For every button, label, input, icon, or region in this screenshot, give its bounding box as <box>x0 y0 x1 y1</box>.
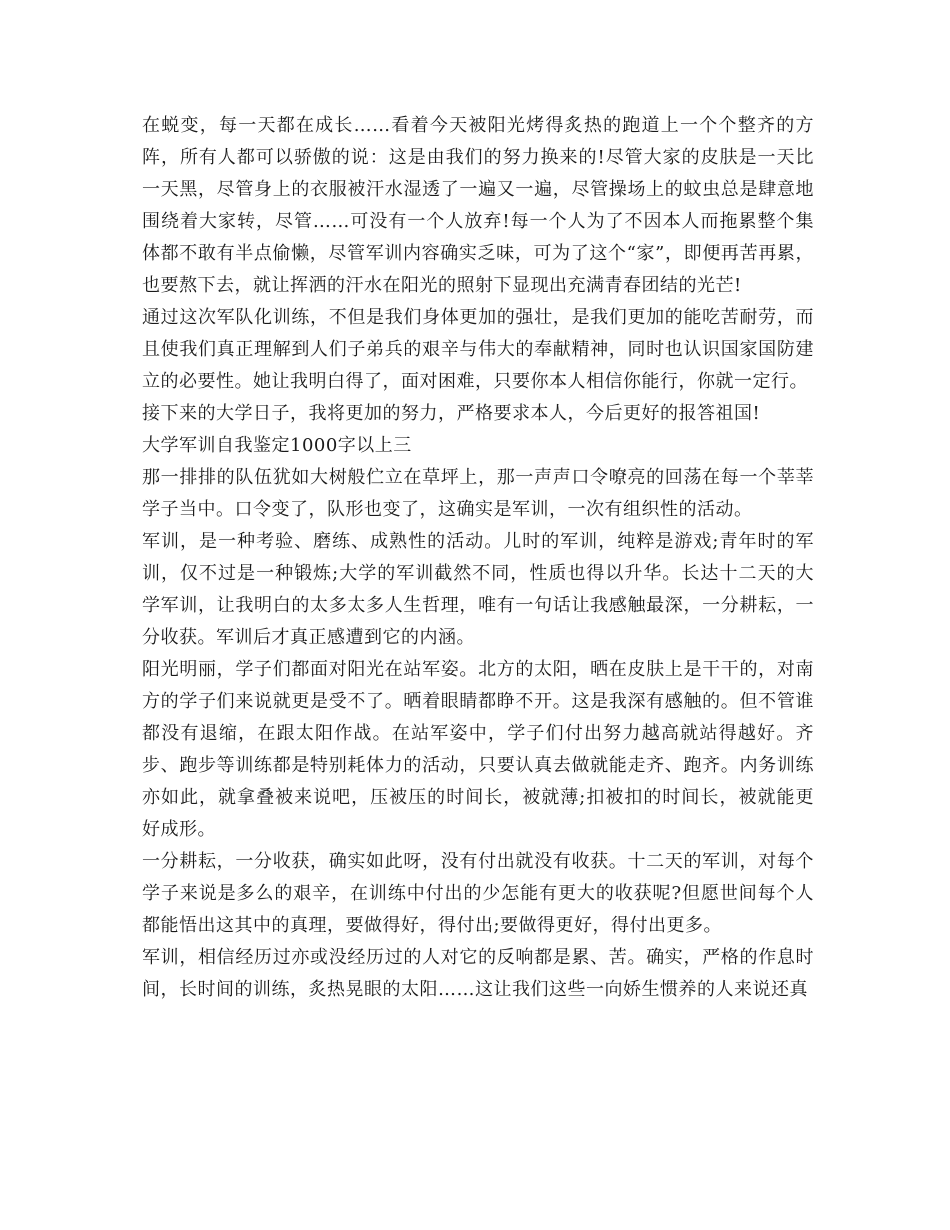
section-heading: 大学军训自我鉴定1000字以上三 <box>142 435 412 456</box>
paragraph-1: 在蜕变，每一天都在成长……看着今天被阳光烤得炙热的跑道上一个个整齐的方阵，所有人都可以骄傲的说：这是由我们的努力换来的!尽管大家的皮肤是一天比一天黑，尽管身上的衣服被汗水湿透了一遍又一遍，尽管操场上的蚊虫总是肆意地围绕着大家转，尽管……可没有一个人放弃!每一个人为了不因本人而拖累整个集体都不敢有半点偷懒，尽管军训内容确实乏味，可为了这个“家”，即便再苦再累，也要熬下去，就让挥洒的汗水在阳光的照射下显现出充满青春团结的光芒! <box>142 115 814 296</box>
paragraph-7: 一分耕耘，一分收获，确实如此呀，没有付出就没有收获。十二天的军训，对每个学子来说是多么的艰辛，在训练中付出的少怎能有更大的收获呢?但愿世间每个人都能悟出这其中的真理，要做得好，得付出;要做得更好，得付出更多。 <box>142 851 814 936</box>
paragraph-2: 通过这次军队化训练，不但是我们身体更加的强壮，是我们更加的能吃苦耐劳，而且使我们真正理解到人们子弟兵的艰辛与伟大的奉献精神，同时也认识国家国防建立的必要性。她让我明白得了，面对困难，只要你本人相信你能行，你就一定行。 <box>142 307 814 392</box>
paragraph-8: 军训，相信经历过亦或没经历过的人对它的反响都是累、苦。确实，严格的作息时间，长时间的训练，炙热晃眼的太阳……这让我们这些一向娇生惯养的人来说还真 <box>142 947 814 1000</box>
document-page <box>142 110 814 1006</box>
paragraph-6: 阳光明丽，学子们都面对阳光在站军姿。北方的太阳，晒在皮肤上是干干的，对南方的学子们来说就更是受不了。晒着眼睛都睁不开。这是我深有感触的。但不管谁都没有退缩，在跟太阳作战。在站军姿中，学子们付出努力越高就站得越好。齐步、跑步等训练都是特别耗体力的活动，只要认真去做就能走齐、跑齐。内务训练亦如此，就拿叠被来说吧，压被压的时间长，被就薄;扣被扣的时间长，被就能更好成形。 <box>142 659 814 840</box>
paragraph-4: 那一排排的队伍犹如大树般伫立在草坪上，那一声声口令嘹亮的回荡在每一个莘莘学子当中。口令变了，队形也变了，这确实是军训，一次有组织性的活动。 <box>142 467 814 520</box>
paragraph-5: 军训，是一种考验、磨练、成熟性的活动。儿时的军训，纯粹是游戏;青年时的军训，仅不过是一种锻炼;大学的军训截然不同，性质也得以升华。长达十二天的大学军训，让我明白的太多太多人生哲理，唯有一句话让我感触最深，一分耕耘，一分收获。军训后才真正感遭到它的内涵。 <box>142 531 814 648</box>
paragraph-3: 接下来的大学日子，我将更加的努力，严格要求本人，今后更好的报答祖国! <box>142 403 761 424</box>
